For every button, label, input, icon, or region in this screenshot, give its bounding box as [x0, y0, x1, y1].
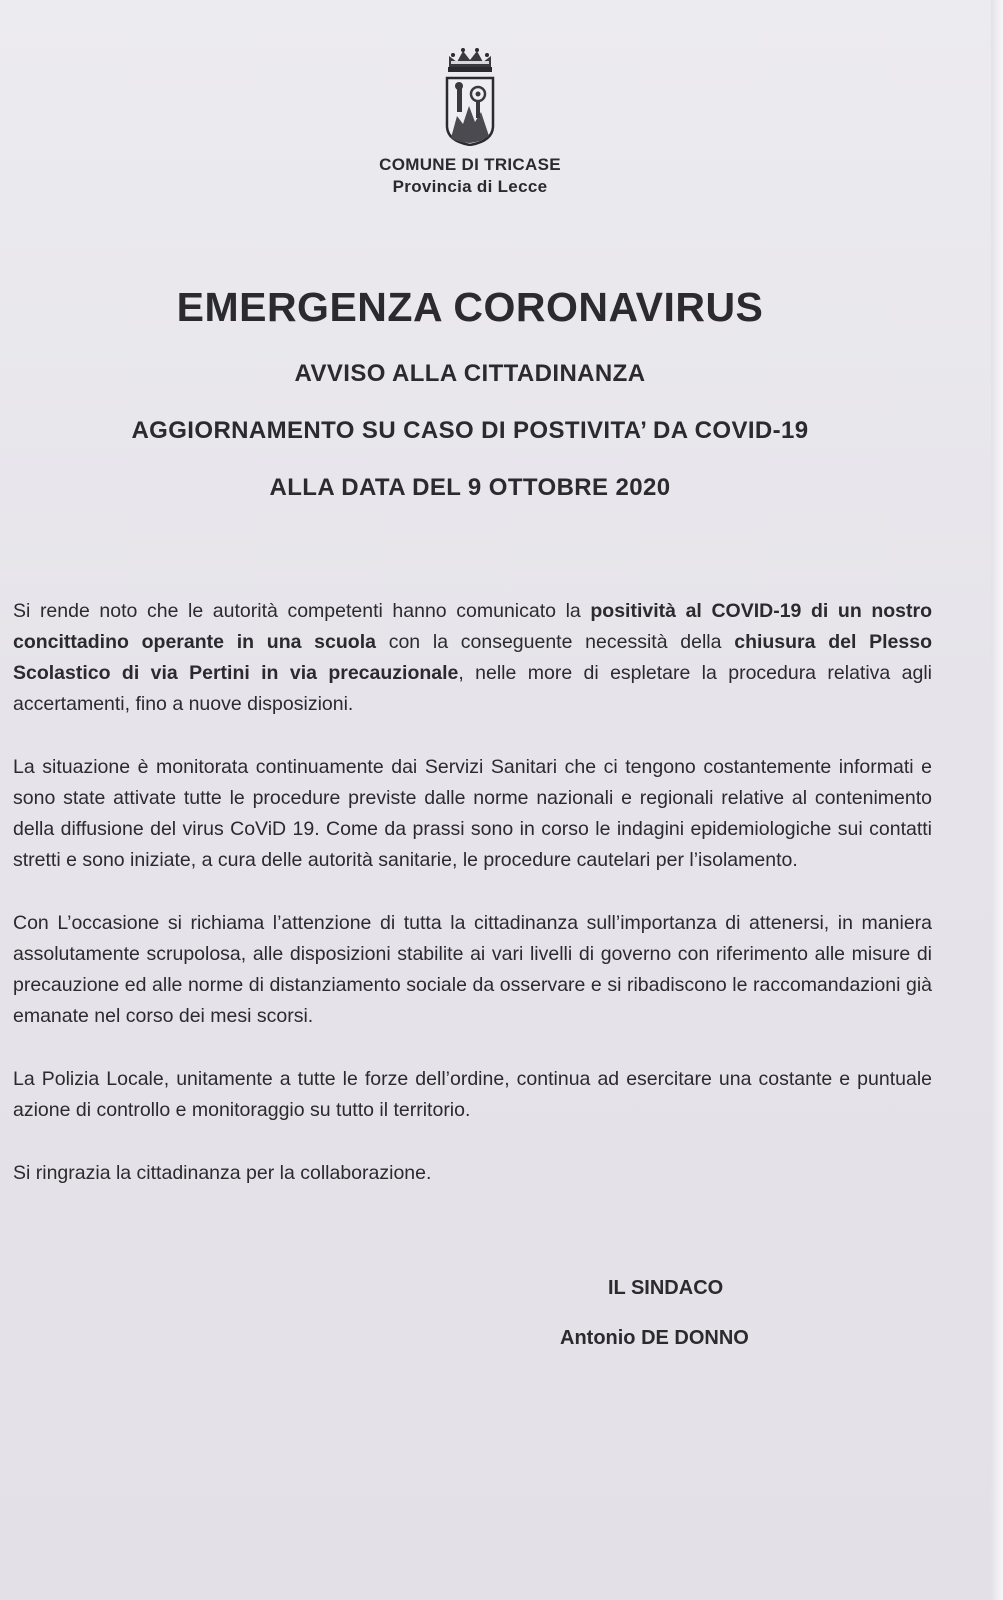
avviso-heading: AVVISO ALLA CITTADINANZA [294, 360, 646, 387]
paragraph-1-bold-b: chiusura del Plesso Scolastico di via Pertini in via precauzionale [13, 631, 932, 684]
aggiornamento-heading: AGGIORNAMENTO SU CASO DI POSTIVITA’ DA COVID-19 [131, 417, 809, 444]
paragraph-4: La Polizia Locale, unitamente a tutte le forze dell’ordine, continua ad esercitare una costante e puntuale azione di controllo e monitoraggio su tutto il territorio. [13, 1068, 932, 1121]
paper-edge [991, 0, 1003, 1600]
paragraph-3: Con L’occasione si richiama l’attenzione di tutta la cittadinanza sull’importanza di attenersi, in maniera assolutamente scrupolosa, alle disposizioni stabilite ai vari livelli di governo con riferimento alle misure di precauzione ed alle norme di distanziamento sociale da osservare e si ribadiscono le raccomandazioni già emanate nel corso dei mesi scorsi. [13, 912, 932, 1027]
town-crest-icon [441, 46, 499, 146]
paragraph-1-bold-a: positività al COVID-19 di un nostro concittadino operante in una scuola [13, 600, 933, 653]
main-title: EMERGENZA CORONAVIRUS [176, 284, 764, 330]
paragraph-1-text-c: , nelle more di espletare la procedura relativa agli accertamenti, fino a nuove disposizioni. [13, 662, 932, 715]
paragraph-5: Si ringrazia la cittadinanza per la collaborazione. [13, 1162, 432, 1184]
signature-block [560, 1275, 749, 1351]
signatory-role: IL SINDACO [608, 1277, 724, 1299]
notice-titles [0, 282, 940, 503]
notice-body [13, 596, 932, 1221]
date-heading: ALLA DATA DEL 9 OTTOBRE 2020 [269, 474, 671, 501]
comune-name: COMUNE DI TRICASE [379, 155, 561, 174]
paragraph-1 [13, 596, 932, 720]
signatory-name: Antonio DE DONNO [560, 1327, 749, 1349]
provincia-name: Provincia di Lecce [392, 177, 548, 196]
letterhead [0, 46, 940, 198]
paragraph-2: La situazione è monitorata continuamente dai Servizi Sanitari che ci tengono costantemente informati e sono state attivate tutte le procedure previste dalle norme nazionali e regionali relative al contenimento della diffusione del virus CoViD 19. Come da prassi sono in corso le indagini epidemiologiche sui contatti stretti e sono iniziate, a cura delle autorità sanitarie, le procedure cautelari per l’isolamento. [13, 756, 932, 871]
paragraph-1-text-a: Si rende noto che le autorità competenti hanno comunicato la [13, 600, 591, 622]
paragraph-1-text-b: con la conseguente necessità della [375, 631, 735, 653]
